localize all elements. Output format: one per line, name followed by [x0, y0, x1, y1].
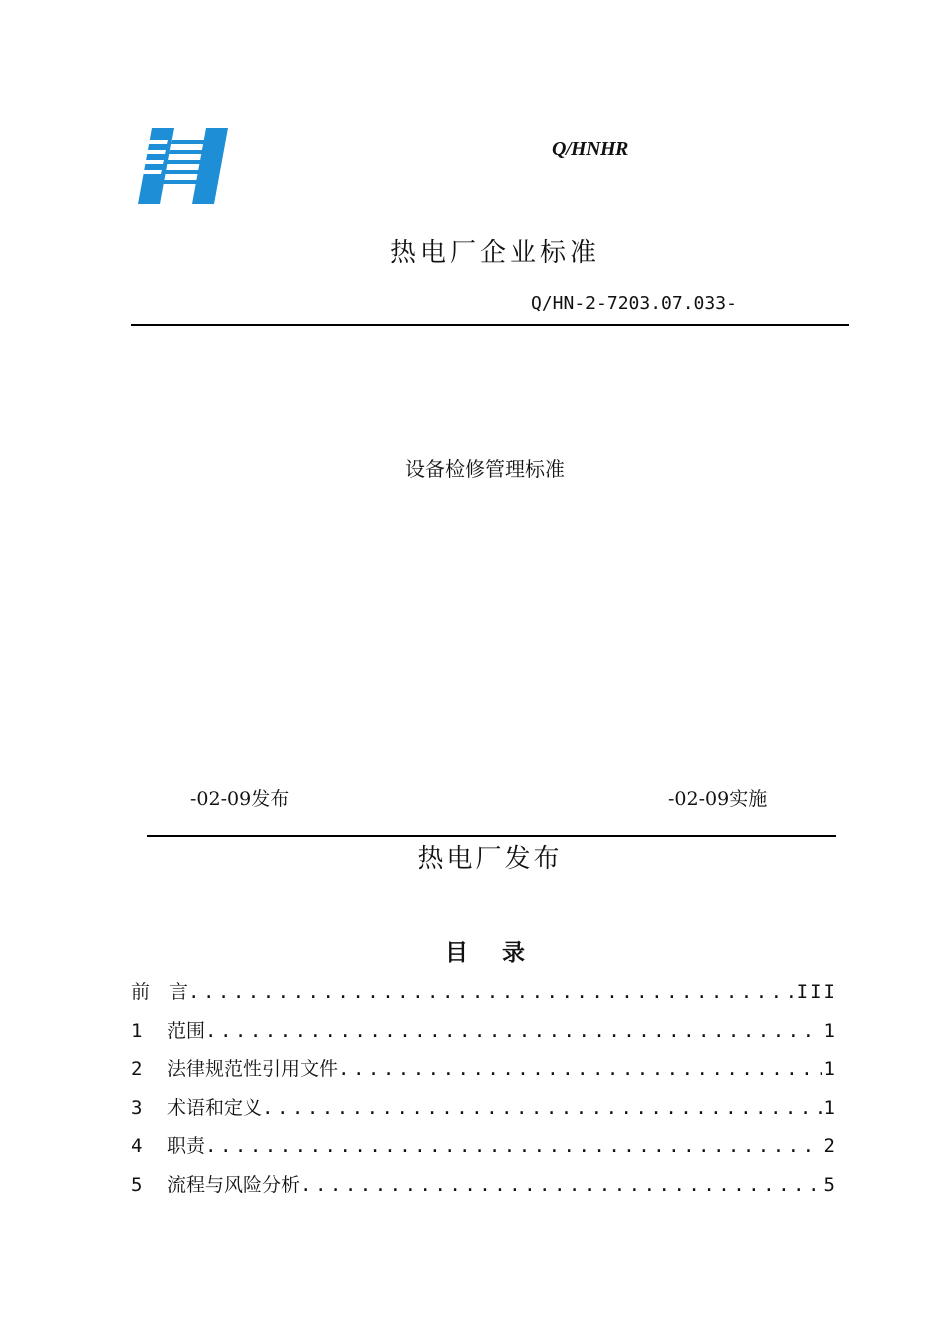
publisher: 热电厂发布: [417, 844, 563, 874]
toc-entry-number: 4: [131, 1135, 143, 1157]
company-logo-icon: [134, 126, 230, 208]
toc-entry-page: 1: [823, 1096, 837, 1119]
toc-entry-number: 1: [131, 1019, 143, 1042]
toc-entry-number: 2: [131, 1058, 143, 1080]
toc-entry-preface[interactable]: [131, 974, 837, 1013]
toc-entry-references[interactable]: [131, 1051, 837, 1090]
toc-leader-dots: [205, 1013, 822, 1049]
toc-entry-label: 职责: [167, 1135, 206, 1157]
org-standard-title: 热电厂企业标准: [389, 238, 600, 268]
document-title: 设备检修管理标准: [405, 457, 565, 481]
toc-leader-dots: [338, 1051, 822, 1087]
toc-entry-scope[interactable]: [131, 1013, 837, 1052]
toc-entry-page: 1: [823, 1058, 837, 1080]
publish-date: -02-09发布: [190, 788, 290, 810]
toc-heading-char-1: 目: [445, 940, 468, 966]
toc-entry-number: 3: [131, 1096, 143, 1119]
toc-entry-process[interactable]: [131, 1167, 837, 1206]
toc-entry-page: 2: [823, 1135, 837, 1157]
toc-entry-label: 术语和定义: [167, 1096, 263, 1119]
toc-entry-page: 1: [823, 1019, 837, 1042]
document-number: Q/HN-2-7203.07.033-: [531, 293, 737, 314]
toc-entry-label: 前 言: [131, 981, 189, 1003]
toc-entry-page: III: [796, 981, 837, 1003]
toc-leader-dots: [205, 1128, 822, 1164]
toc-entry-label: 流程与风险分析: [167, 1173, 301, 1196]
toc-heading: [0, 934, 950, 967]
toc-entry-label: 范围: [167, 1019, 206, 1042]
toc-leader-dots: [188, 974, 795, 1010]
standard-code: Q/HNHR: [552, 138, 628, 160]
effective-date: -02-09实施: [668, 788, 768, 810]
toc-entry-responsibilities[interactable]: [131, 1128, 837, 1167]
table-of-contents: [131, 974, 837, 1205]
toc-entry-terms[interactable]: [131, 1090, 837, 1129]
toc-entry-number: 5: [131, 1173, 143, 1196]
toc-leader-dots: [300, 1167, 822, 1203]
toc-entry-label: 法律规范性引用文件: [167, 1058, 339, 1080]
footer-divider: [147, 835, 836, 837]
toc-heading-char-2: 录: [502, 940, 525, 966]
toc-leader-dots: [262, 1090, 822, 1126]
header-divider: [131, 324, 849, 326]
toc-entry-page: 5: [823, 1173, 837, 1196]
